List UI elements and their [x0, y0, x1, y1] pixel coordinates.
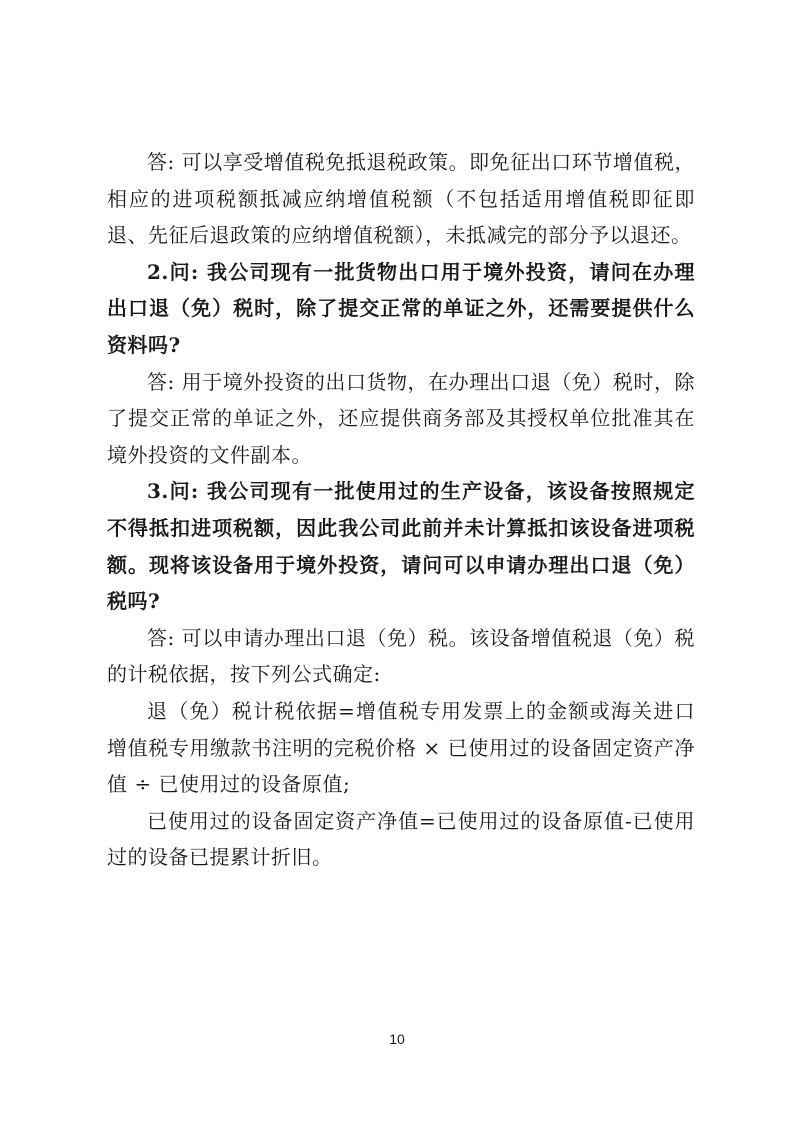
- answer-paragraph: 答: 可以享受增值税免抵退税政策。即免征出口环节增值税，相应的进项税额抵减应纳增值税额（不包括适用增值税即征即退、先征后退政策的应纳增值税额），未抵减完的部分予以退还。: [107, 150, 695, 248]
- formula-paragraph: 已使用过的设备固定资产净值=已使用过的设备原值-已使用过的设备已提累计折旧。: [107, 808, 695, 870]
- page-number: 10: [389, 1031, 405, 1047]
- question-paragraph: 2.问: 我公司现有一批货物出口用于境外投资，请问在办理出口退（免）税时，除了提交正常的单证之外，还需要提供什么资料吗?: [107, 259, 695, 357]
- page-content: [107, 144, 695, 876]
- answer-paragraph: 答: 用于境外投资的出口货物，在办理出口退（免）税时，除了提交正常的单证之外，还应提供商务部及其授权单位批准其在境外投资的文件副本。: [107, 369, 695, 467]
- question-paragraph: 3.问: 我公司现有一批使用过的生产设备，该设备按照规定不得抵扣进项税额，因此我公司此前并未计算抵扣该设备进项税额。现将该设备用于境外投资，请问可以申请办理出口退（免）税吗?: [107, 479, 695, 614]
- formula-paragraph: 退（免）税计税依据=增值税专用发票上的金额或海关进口增值税专用缴款书注明的完税价格 × 已使用过的设备固定资产净值 ÷ 已使用过的设备原值;: [107, 698, 695, 797]
- answer-paragraph: 答: 可以申请办理出口退（免）税。该设备增值税退（免）税的计税依据，按下列公式确定:: [107, 625, 695, 687]
